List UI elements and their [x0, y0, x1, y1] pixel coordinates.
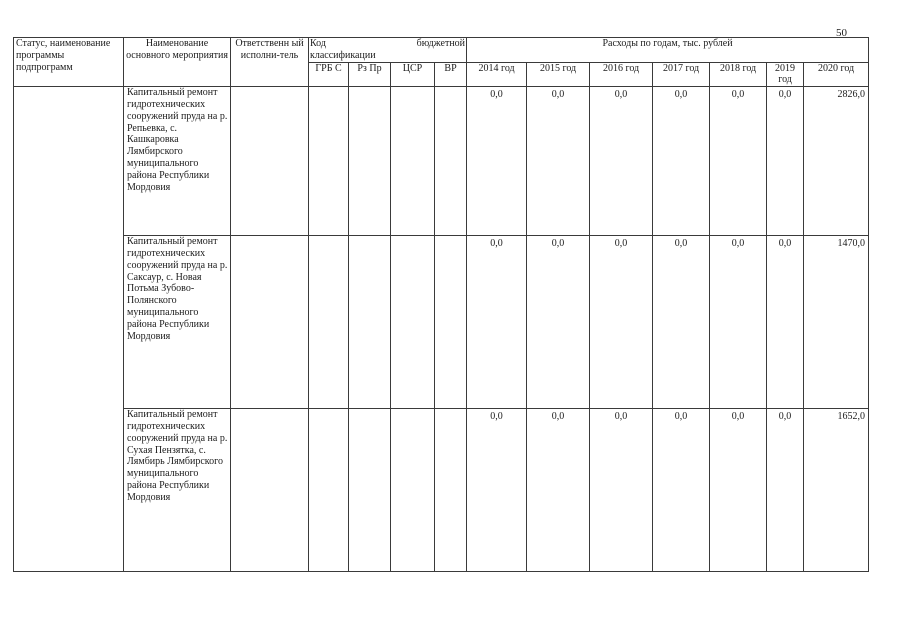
header-year: 2014 год	[467, 62, 527, 87]
header-code-vr: ВР	[435, 62, 467, 87]
expenses-table	[13, 37, 869, 572]
header-code-left: Код	[310, 38, 326, 49]
header-code-grbs: ГРБ С	[309, 62, 349, 87]
code-cell	[435, 236, 467, 409]
expense-cell: 0,0	[527, 87, 590, 236]
event-name-cell: Капитальный ремонт гидротехнических сооружений пруда на р. Саксаур, с. Новая Потьма Зубово-Полянского муниципального района Республики Мордовия	[124, 236, 231, 409]
code-cell	[349, 236, 391, 409]
header-status: Статус, наименование программы подпрограмм	[14, 38, 124, 87]
table-row	[14, 409, 869, 572]
table-header-row	[14, 38, 869, 63]
code-cell	[309, 236, 349, 409]
expense-cell: 0,0	[653, 236, 710, 409]
table-row	[14, 87, 869, 236]
expense-cell: 2826,0	[804, 87, 869, 236]
header-year: 2015 год	[527, 62, 590, 87]
expense-cell: 0,0	[527, 409, 590, 572]
table-row	[14, 236, 869, 409]
code-cell	[391, 236, 435, 409]
expense-cell: 0,0	[590, 87, 653, 236]
page-number: 50	[836, 27, 847, 39]
expense-cell: 1652,0	[804, 409, 869, 572]
header-code-line2: классификации	[310, 49, 376, 61]
expense-cell: 0,0	[767, 236, 804, 409]
header-code-rzpr: Рз Пр	[349, 62, 391, 87]
expense-cell: 0,0	[467, 236, 527, 409]
expense-cell: 0,0	[467, 87, 527, 236]
header-year: 2018 год	[710, 62, 767, 87]
expense-cell: 0,0	[710, 87, 767, 236]
header-year: 2016 год	[590, 62, 653, 87]
header-year: 2019 год	[767, 62, 804, 87]
expense-cell: 1470,0	[804, 236, 869, 409]
code-cell	[309, 87, 349, 236]
responsible-cell	[231, 87, 309, 236]
responsible-cell	[231, 409, 309, 572]
expense-cell: 0,0	[590, 409, 653, 572]
code-cell	[435, 409, 467, 572]
expense-cell: 0,0	[467, 409, 527, 572]
responsible-cell	[231, 236, 309, 409]
header-budget-code	[309, 38, 467, 63]
expense-cell: 0,0	[653, 87, 710, 236]
header-responsible: Ответственн ый исполни-тель	[231, 38, 309, 87]
expense-cell: 0,0	[590, 236, 653, 409]
event-name-cell: Капитальный ремонт гидротехнических сооружений пруда на р. Сухая Пензятка, с. Лямбирь Лямбирского муниципального района Республики Мордовия	[124, 409, 231, 572]
code-cell	[391, 409, 435, 572]
expense-cell: 0,0	[767, 409, 804, 572]
event-name-cell: Капитальный ремонт гидротехнических сооружений пруда на р. Репьевка, с. Кашкаровка Лямбирского муниципального района Республики Мордовия	[124, 87, 231, 236]
header-year: 2020 год	[804, 62, 869, 87]
status-cell	[14, 87, 124, 572]
expense-cell: 0,0	[653, 409, 710, 572]
code-cell	[309, 409, 349, 572]
code-cell	[349, 409, 391, 572]
expense-cell: 0,0	[767, 87, 804, 236]
expense-cell: 0,0	[527, 236, 590, 409]
header-year: 2017 год	[653, 62, 710, 87]
code-cell	[349, 87, 391, 236]
expense-cell: 0,0	[710, 236, 767, 409]
header-code-csr: ЦСР	[391, 62, 435, 87]
expense-cell: 0,0	[710, 409, 767, 572]
header-code-right: бюджетной	[416, 38, 466, 49]
code-cell	[435, 87, 467, 236]
header-expenses: Расходы по годам, тыс. рублей	[467, 38, 869, 63]
header-event-name: Наименование основного мероприятия	[124, 38, 231, 87]
code-cell	[391, 87, 435, 236]
